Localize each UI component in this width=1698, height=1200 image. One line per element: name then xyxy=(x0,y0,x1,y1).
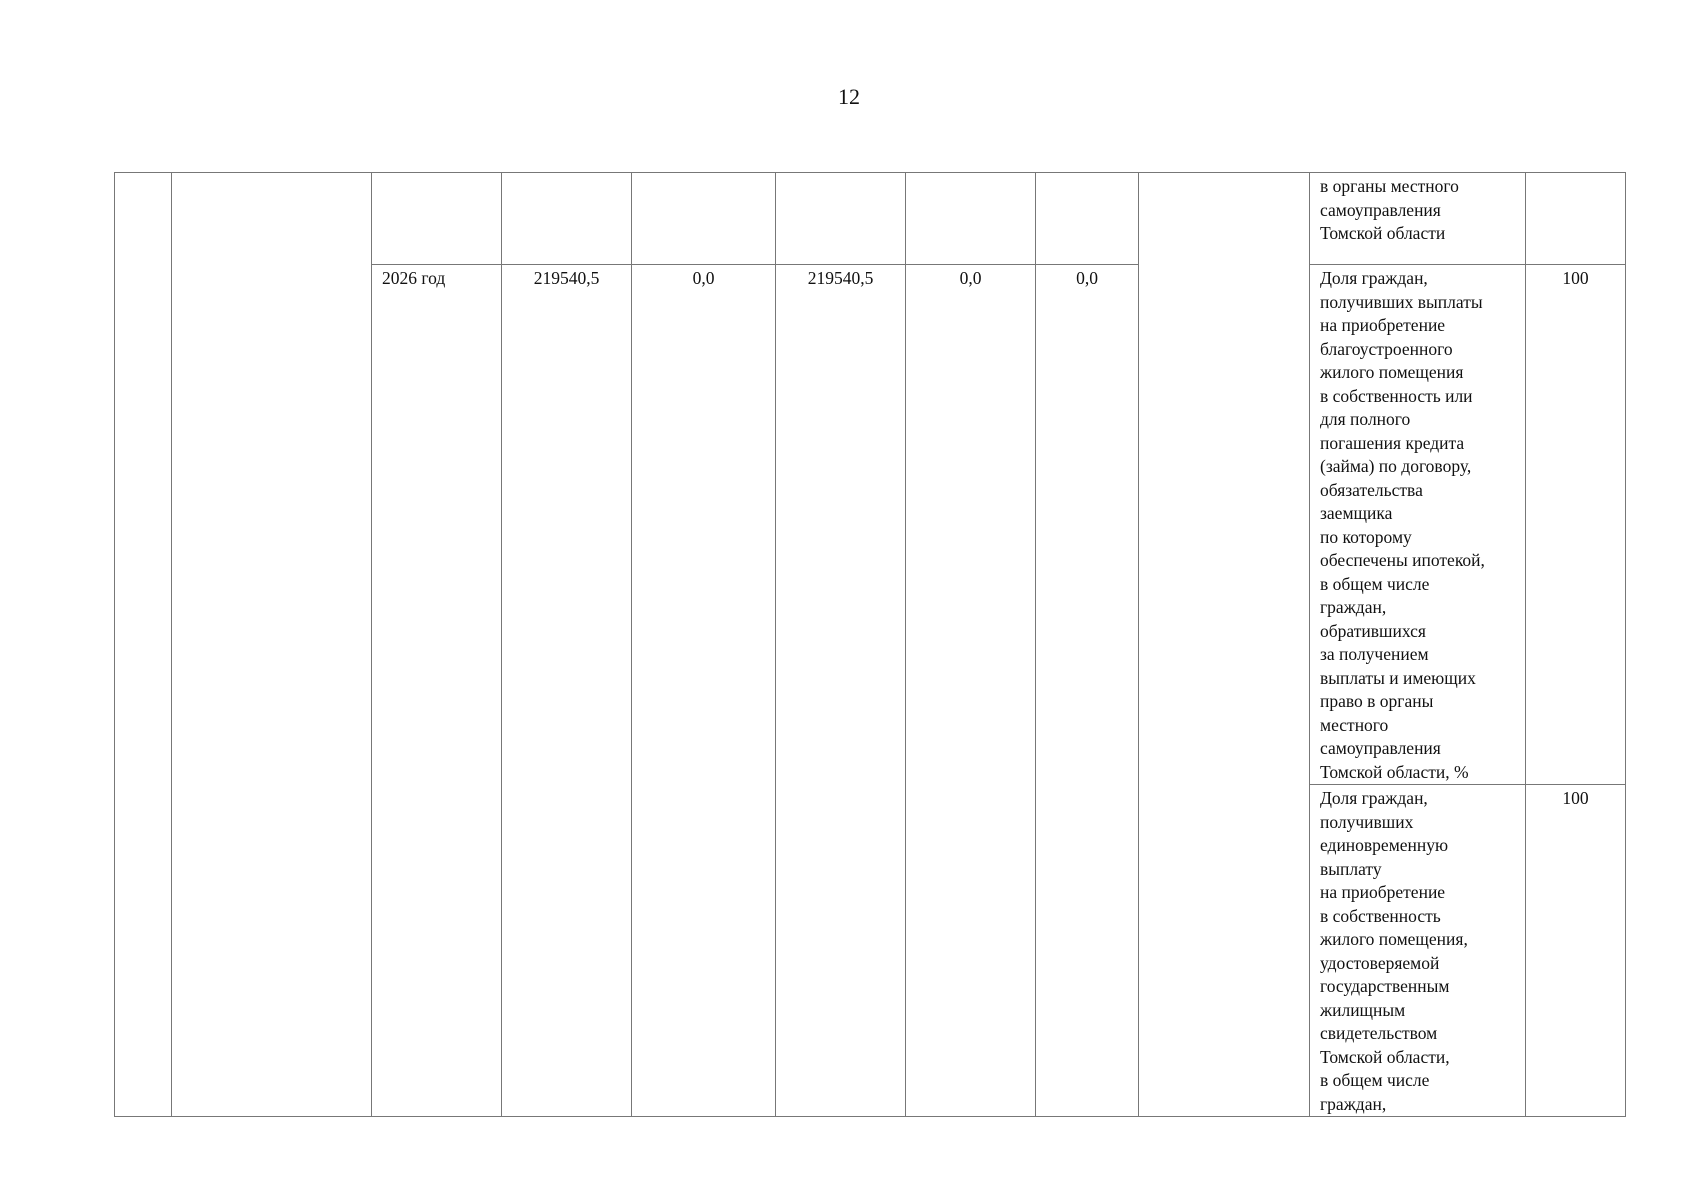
year-cell xyxy=(372,173,502,265)
row-number-cell xyxy=(115,173,172,1117)
executor-cell xyxy=(1139,173,1310,1117)
federal-cell: 0,0 xyxy=(632,265,776,1117)
regional-cell: 219540,5 xyxy=(776,265,906,1117)
indicator-value-cell: 100 xyxy=(1526,785,1626,1117)
regional-cell xyxy=(776,173,906,265)
local-cell: 0,0 xyxy=(906,265,1036,1117)
other-cell: 0,0 xyxy=(1036,265,1139,1117)
year-cell: 2026 год xyxy=(372,265,502,1117)
indicator-value-cell: 100 xyxy=(1526,265,1626,785)
total-cell xyxy=(502,173,632,265)
local-cell xyxy=(906,173,1036,265)
task-name-cell xyxy=(172,173,372,1117)
other-cell xyxy=(1036,173,1139,265)
budget-indicator-table xyxy=(114,172,1626,1117)
page-number: 12 xyxy=(838,84,860,109)
indicator-text-cell: Доля граждан, получивших единовременную выплату на приобретение в собственность жилого помещения, удостоверяемой государственным жилищным свидетельством Томской области, в общем числе граждан, xyxy=(1310,785,1526,1117)
indicator-text-cell: Доля граждан, получивших выплаты на приобретение благоустроенного жилого помещения в собственность или для полного погашения кредита (займа) по договору, обязательства заемщика по которому обеспечены ипотекой, в общем числе граждан, обратившихся за получением выплаты и имеющих право в органы местного самоуправления Томской области, % xyxy=(1310,265,1526,785)
indicator-text-cell: в органы местного самоуправления Томской области xyxy=(1310,173,1526,265)
federal-cell xyxy=(632,173,776,265)
total-cell: 219540,5 xyxy=(502,265,632,1117)
table-row xyxy=(115,173,1626,265)
indicator-value-cell xyxy=(1526,173,1626,265)
